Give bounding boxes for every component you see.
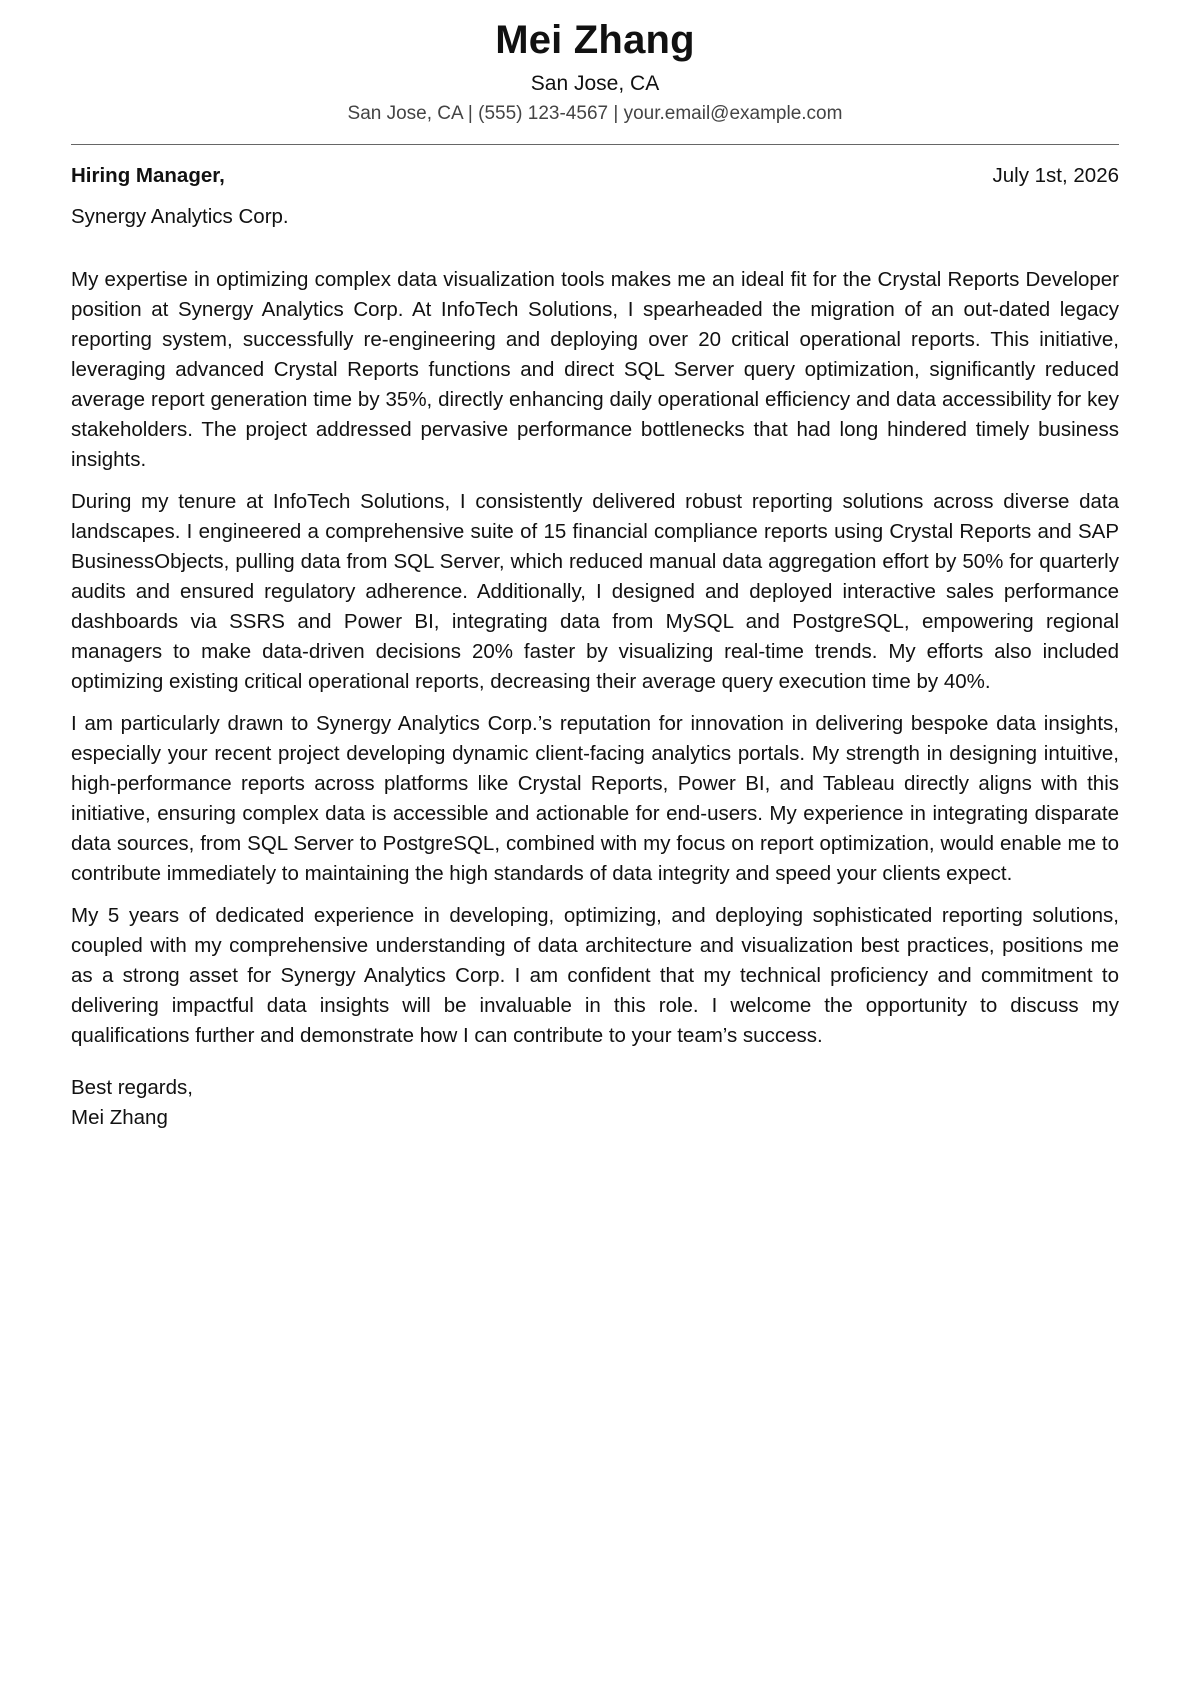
body-paragraph-1: My expertise in optimizing complex data visualization tools makes me an ideal fit for the Crystal Reports Developer position at Synergy Analytics Corp. At InfoTech Solutions, I spearheaded the migration of an out-dated legacy reporting system, successfully re-engineering and deploying over 20 critical operational reports. This initiative, leveraging advanced Crystal Reports functions and direct SQL Server query optimization, significantly reduced average report generation time by 35%, directly enhancing daily operational efficiency and data accessibility for key stakeholders. The project addressed pervasive performance bottlenecks that had long hindered timely business insights. xyxy=(71,268,1119,471)
letter-closing xyxy=(71,1073,1119,1133)
recipient-company: Synergy Analytics Corp. xyxy=(71,205,289,228)
recipient: Hiring Manager, xyxy=(71,164,225,187)
applicant-location: San Jose, CA xyxy=(530,72,660,95)
letter-header xyxy=(71,0,1119,127)
body-paragraph-2: During my tenure at InfoTech Solutions, I consistently delivered robust reporting solutions across diverse data landscapes. I engineered a comprehensive suite of 15 financial compliance reports using Crystal Reports and SAP BusinessObjects, pulling data from SQL Server, which reduced manual data aggregation effort by 50% for quarterly audits and ensured regulatory adherence. Additionally, I designed and deployed interactive sales performance dashboards via SSRS and Power BI, integrating data from MySQL and PostgreSQL, empowering regional managers to make data-driven decisions 20% faster by visualizing real-time trends. My efforts also included optimizing existing critical operational reports, decreasing their average query execution time by 40%. xyxy=(71,490,1119,693)
body-paragraph-4: My 5 years of dedicated experience in developing, optimizing, and deploying sophisticated reporting solutions, coupled with my comprehensive understanding of data architecture and visualization best practices, positions me as a strong asset for Synergy Analytics Corp. I am confident that my technical proficiency and commitment to delivering impactful data insights will be invaluable in this role. I welcome the opportunity to discuss my qualifications further and demonstrate how I can contribute to your team’s success. xyxy=(71,904,1119,1047)
body-paragraph-3: I am particularly drawn to Synergy Analytics Corp.’s reputation for innovation in delivering bespoke data insights, especially your recent project developing dynamic client-facing analytics portals. My strength in designing intuitive, high-performance reports across platforms like Crystal Reports, Power BI, and Tableau directly aligns with this initiative, ensuring complex data is accessible and actionable for end-users. My experience in integrating disparate data sources, from SQL Server to PostgreSQL, combined with my focus on report optimization, would enable me to contribute immediately to maintaining the high standards of data integrity and speed your clients expect. xyxy=(71,712,1119,885)
header-divider xyxy=(71,144,1119,145)
recipient-date-row xyxy=(71,162,1119,190)
letter-date: July 1st, 2026 xyxy=(992,164,1119,187)
applicant-contact: San Jose, CA | (555) 123-4567 | your.email@example.com xyxy=(347,103,843,124)
applicant-name: Mei Zhang xyxy=(495,18,695,62)
closing-salutation: Best regards, xyxy=(71,1076,193,1099)
letter-body xyxy=(71,265,1119,1051)
closing-signature: Mei Zhang xyxy=(71,1106,168,1129)
